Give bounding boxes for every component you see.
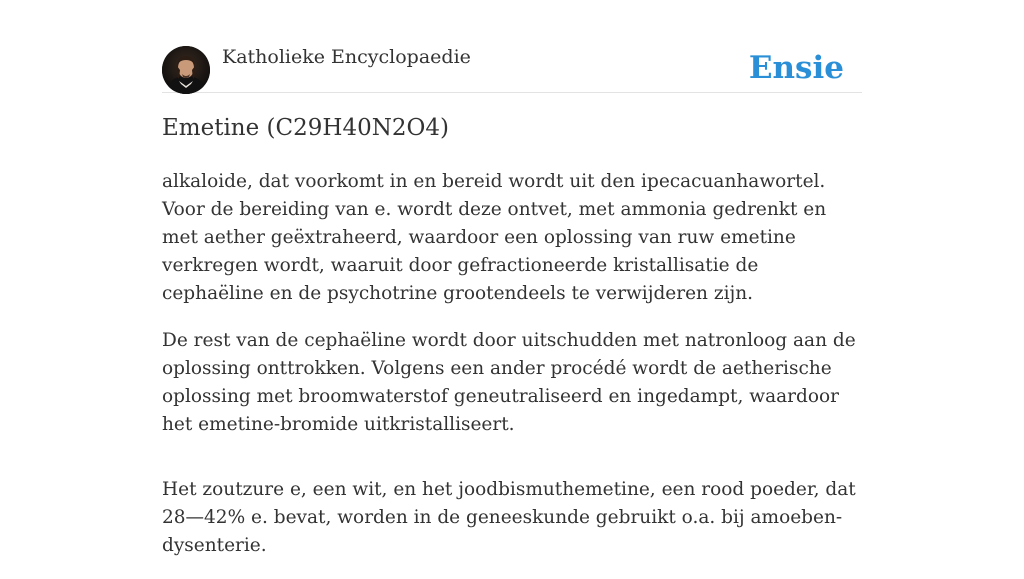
source-name[interactable]: Katholieke Encyclopaedie bbox=[222, 46, 471, 68]
article-paragraph: alkaloide, dat voorkomt in en bereid wordt uit den ipecacuanhawortel. Voor de bereiding van e. wordt deze ontvet, met ammonia gedrenkt en met aether geëxtraheerd, waardoor een oplossing van ruw emetine verkregen wordt, waaruit door gefractioneerde kristallisatie de cephaëline en de psychotrine grootendeels te verwijderen zijn. bbox=[162, 171, 827, 304]
header bbox=[162, 40, 862, 93]
article-body bbox=[162, 168, 864, 579]
page-title: Emetine (C29H40N2O4) bbox=[162, 115, 449, 141]
article-paragraph: Het zoutzure e, een wit, en het joodbismuthemetine, een rood poeder, dat 28—42% e. bevat, worden in de geneeskunde gebruikt o.a. bij amoeben-dysenterie. bbox=[162, 479, 856, 556]
brand-logo[interactable]: Ensie bbox=[748, 50, 844, 86]
article-paragraph: De rest van de cephaëline wordt door uitschudden met natronloog aan de oplossing onttrokken. Volgens een ander procédé wordt de aetherische oplossing met broomwaterstof geneutraliseerd en ingedampt, waardoor het emetine-bromide uitkristalliseert. bbox=[162, 330, 856, 435]
portrait-avatar-icon bbox=[162, 46, 210, 94]
avatar[interactable] bbox=[162, 46, 210, 94]
